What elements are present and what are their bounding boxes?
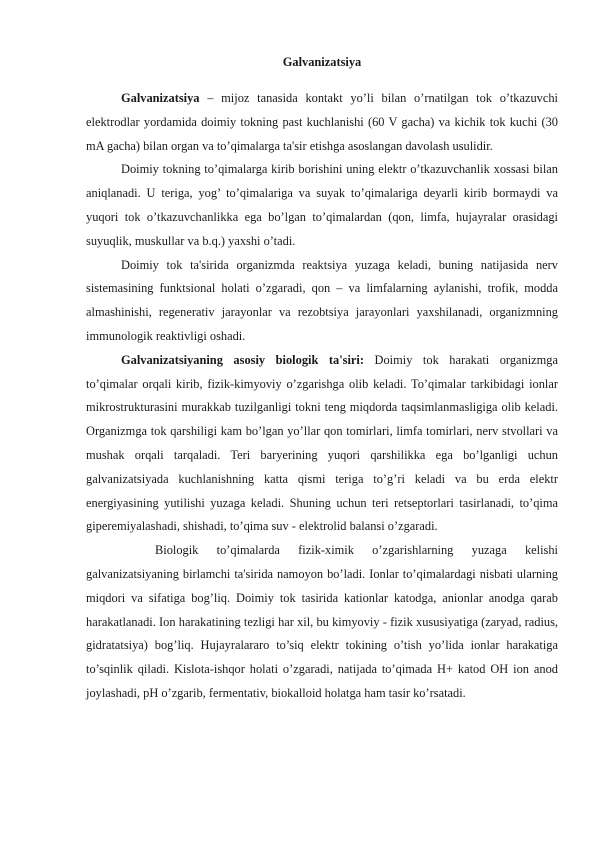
paragraph-text: Doimiy tok ta'sirida organizmda reaktsiya yuzaga keladi, buning natijasida nerv sistemasining funktsional holati o’zgaradi, qon – va limfalarning aylanishi, trofik, modda almashinishi, regenerativ jarayonlar va rezobtsiya jarayonlari yaxshilanadi, organizmning immunologik reaktivligi oshadi. <box>86 257 558 343</box>
paragraph-physicochemical <box>86 539 558 706</box>
document-page <box>86 52 558 706</box>
document-title: Galvanizatsiya <box>282 55 362 69</box>
paragraph-text: Doimiy tok harakati organizmga to’qimalar orqali kirib, fizik-kimyoviy o’zgarishga olib keladi. To’qimalar tarkibidagi ionlar mikrostrukturasini murakkab tuzilganligi tokni teng miqdorda taqsimlanmasligiga olib keladi. Organizmga tok qarshiligi kam bo’lgan yo’llar qon tomirlari, limfa tomirlari, nerv stvollari va mushak orqali tarqaladi. Teri baryerining yuqori qarshilikka ega bo’lganligi uchun galvanizatsiyada kuchlanishning katta qismi teriga to’g’ri keladi va bu erda elektr energiyasining yutilishi yuzaga keladi. Shuning uchun teri retseptorlari tasirlanadi, to’qima giperemiyalashadi, shishadi, to’qima suv - elektrolid balansi o’zgaradi. <box>86 352 559 534</box>
paragraph-reaction <box>86 254 558 349</box>
paragraph-biological-effect <box>86 349 558 539</box>
paragraph-text: Doimiy tokning to’qimalarga kirib borishini uning elektr o’tkazuvchanlik xossasi bilan aniqlanadi. U teriga, yog’ to’qimalariga va suyak to’qimalariga deyarli kirib bormaydi va yuqori tok o’tkazuvchanlikka ega bo’lgan to’qimalardan (qon, limfa, hujayralar orasidagi suyuqlik, muskullar va b.q.) yaxshi o’tadi. <box>86 162 558 248</box>
paragraph-conductivity <box>86 158 558 253</box>
paragraph-definition <box>86 87 558 158</box>
paragraph-lead-term: Galvanizatsiya <box>121 91 200 105</box>
paragraph-text: Biologik to’qimalarda fizik-ximik o’zgarishlarning yuzaga kelishi galvanizatsiyaning birlamchi ta'sirida namoyon bo’ladi. Ionlar to’qimalardagi nisbati ularning miqdori va sifatiga bog’liq. Doimiy tok tasirida kationlar katodga, anionlar anodga qarab harakatlanadi. Ion harakatining tezligi har xil, bu kimyoviy - fizik xususiyatiga (zaryad, radius, gidratatsiya) bog’liq. Hujayralararo to’siq elektr tokining o’tish yo’lida ionlar harakatiga to’sqinlik qiladi. Kislota-ishqor holati o’zgaradi, natijada to’qimada H+ katod OH ion anod joylashadi, pH o’zgarib, fermentativ, biokalloid holatga ham tasir ko’rsatadi. <box>86 543 558 700</box>
paragraph-text: – mijoz tanasida kontakt yo’li bilan o’rnatilgan tok o’tkazuvchi elektrodlar yordamida doimiy tokning past kuchlanishi (60 V gacha) va kichik tok kuchi (30 mA gacha) bilan organ va to’qimalarga ta'sir etishga asoslangan davolash usulidir. <box>86 91 558 153</box>
paragraph-lead-term: Galvanizatsiyaning asosiy biologik ta'siri: <box>121 352 364 367</box>
